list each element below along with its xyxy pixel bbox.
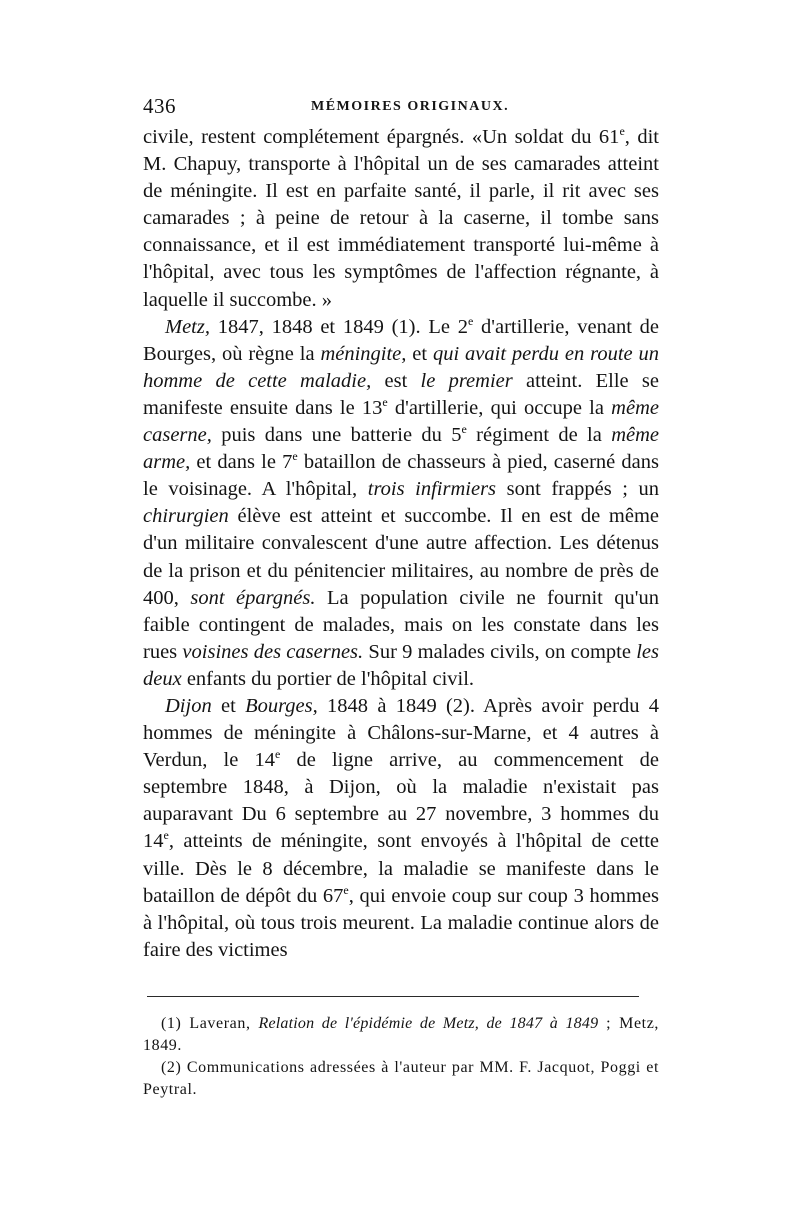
text-run: de ligne arrive, au commencement de septembre 1848, à Dijon, où la maladie n'existait pas auparavant Du 6 septembre au 27 novembre, 3 hommes du 14 xyxy=(143,749,659,853)
text-run: élève est atteint et succombe. Il en est de même d'un militaire convalescent d'une autre affection. Les détenus de la prison et du pénitencier militaires, au nombre de près de 400, xyxy=(143,505,659,609)
running-head xyxy=(143,94,659,124)
text-run: et xyxy=(211,694,246,717)
italic-text: les deux xyxy=(143,640,660,690)
text-run: ; Metz, 1849. xyxy=(143,1014,659,1054)
ordinal-superscript: e xyxy=(163,828,169,843)
text-run: (1) Laveran, xyxy=(161,1014,259,1032)
text-run: et xyxy=(406,342,433,365)
ordinal-superscript: e xyxy=(343,882,349,897)
text-run: Sur 9 malades civils, on compte xyxy=(363,640,637,663)
italic-text: chirurgien xyxy=(143,505,229,528)
text-run: est xyxy=(371,369,421,392)
text-run: civile, restent complétement épargnés. «Un soldat du 61 xyxy=(143,126,620,148)
paragraph xyxy=(143,693,659,964)
ordinal-superscript: e xyxy=(619,124,625,138)
italic-text: méningite, xyxy=(320,342,407,365)
text-run: , dit M. Chapuy, transporte à l'hôpital un de ses camarades atteint de méningite. Il est en parfaite santé, il parle, il rit avec ses camarades ; à peine de retour à la caserne, il tombe sans connaissance, et il est immédiatement transporté lui-même à l'hôpital, avec tous les symptômes de l'affection régnante, à laquelle il succombe. » xyxy=(143,126,659,311)
footnote xyxy=(143,1013,659,1057)
italic-text: même caserne, xyxy=(143,396,659,447)
ordinal-superscript: e xyxy=(461,422,467,437)
text-run: enfants du portier de l'hôpital civil. xyxy=(181,667,475,690)
italic-text: sont épargnés. xyxy=(190,586,316,609)
italic-text: qui avait perdu en route un homme de cette maladie, xyxy=(143,342,659,392)
text-run: d'artillerie, venant de Bourges, où règne la xyxy=(143,315,659,365)
text-run: bataillon de chasseurs à pied, caserné dans le voisinage. A l'hôpital, xyxy=(143,451,659,501)
book-page xyxy=(143,94,659,1101)
italic-text: Metz, xyxy=(165,315,210,338)
text-run: La population civile ne fournit qu'un faible contingent de malades, mais on les constate dans les rues xyxy=(143,586,659,663)
italic-text: voisines des casernes. xyxy=(182,640,364,663)
italic-text: trois infirmiers xyxy=(367,478,497,501)
text-run: , qui envoie coup sur coup 3 hommes à l'hôpital, où tous trois meurent. La maladie continue alors de faire des victimes xyxy=(143,884,659,961)
text-run: (2) Communications adressées à l'auteur par MM. F. Jacquot, Poggi et Peytral. xyxy=(143,1058,659,1098)
italic-text: Dijon xyxy=(165,694,212,717)
text-run: , atteints de méningite, sont envoyés à l'hôpital de cette ville. Dès le 8 décembre, la maladie se manifeste dans le bataillon de dépôt du 67 xyxy=(143,830,659,907)
footnotes xyxy=(143,1013,659,1101)
text-run: sont frappés ; un xyxy=(496,478,659,501)
italic-text: le premier xyxy=(420,369,513,392)
paragraph xyxy=(143,124,659,314)
ordinal-superscript: e xyxy=(292,449,298,464)
italic-text: Relation de l'épidémie de Metz, de 1847 à 1849 xyxy=(258,1014,599,1032)
ordinal-superscript: e xyxy=(274,747,281,762)
text-run: puis dans une batterie du 5 xyxy=(211,424,462,447)
ordinal-superscript: e xyxy=(382,394,388,409)
text-run: atteint. Elle se manifeste ensuite dans le 13 xyxy=(143,369,659,419)
page-number: 436 xyxy=(143,94,176,118)
italic-text: Bourges, xyxy=(245,694,318,717)
body-text xyxy=(143,124,659,964)
text-run: 1848 à 1849 (2). Après avoir perdu 4 hommes de méningite à Châlons-sur-Marne, et 4 autres à Verdun, le 14 xyxy=(143,694,659,772)
text-run: d'artillerie, qui occupe la xyxy=(387,396,612,419)
italic-text: même arme, xyxy=(143,424,659,474)
footnote-divider xyxy=(147,996,639,997)
text-run: et dans le 7 xyxy=(190,451,293,474)
running-title: MÉMOIRES ORIGINAUX. xyxy=(311,99,510,114)
text-run: régiment de la xyxy=(466,424,612,447)
text-run: 1847, 1848 et 1849 (1). Le 2 xyxy=(209,315,468,338)
footnote xyxy=(143,1057,659,1101)
ordinal-superscript: e xyxy=(467,313,474,328)
paragraph xyxy=(143,314,659,693)
